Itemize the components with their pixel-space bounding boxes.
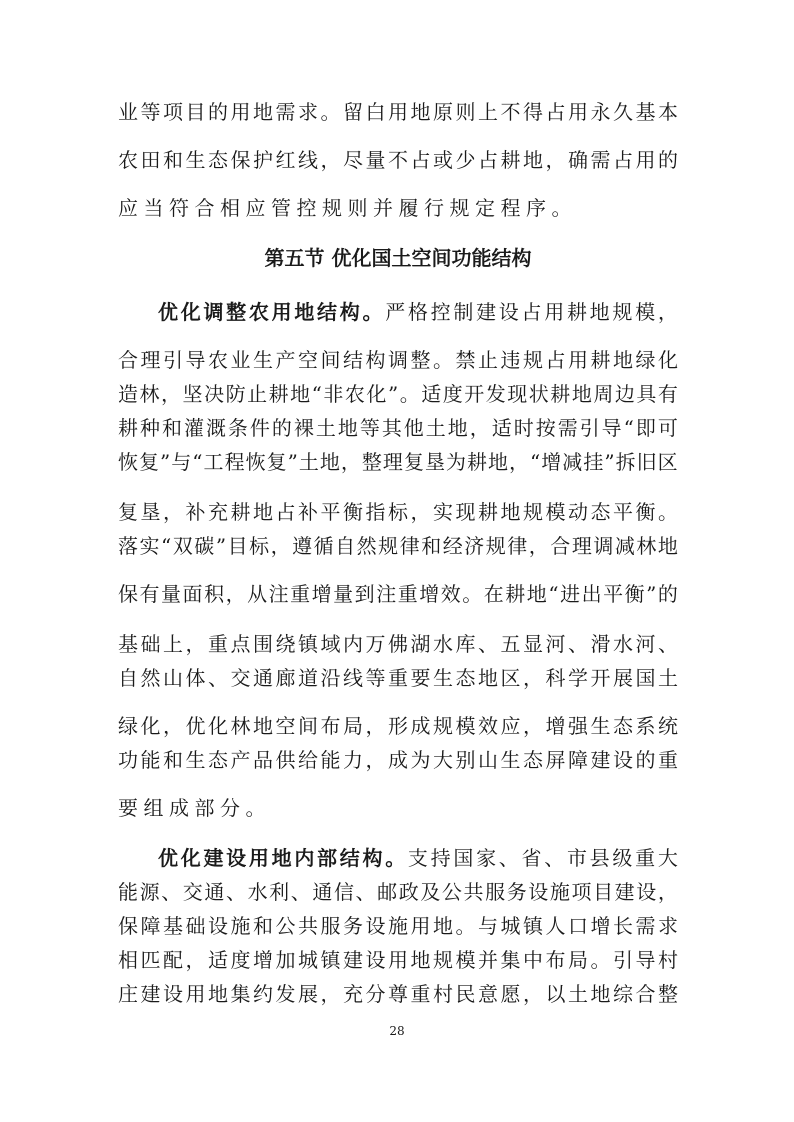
text-line: 恢 复 ” 与 “ 工 程 恢 复 ” 土 地 ， 整 理 复 垦 为 耕 地 ， “ 增 减 挂 ” 拆 旧 区 [118,450,678,474]
text-line: 要组成部分。 [118,796,271,820]
text-line: 庄 建 设 用 地 集 约 发 展 ， 充 分 尊 重 村 民 意 愿 ， 以 土 地 综 合 整 [118,982,678,1006]
text-line: 基 础 上 ， 重 点 围 绕 镇 域 内 万 佛 湖 水 库 、 五 显 河 、 滑 水 河 、 [118,632,678,656]
page-number: 28 [389,1024,405,1038]
text-line: 业 等 项 目 的 用 地 需 求 。 留 白 用 地 原 则 上 不 得 占 用 永 久 基 本 [118,100,678,124]
text-line: 功 能 和 生 态 产 品 供 给 能 力 ， 成 为 大 别 山 生 态 屏 障 建 设 的 重 [118,748,678,772]
text-line: 复 垦 ， 补 充 耕 地 占 补 平 衡 指 标 ， 实 现 耕 地 规 模 动 态 平 衡 。 [118,500,678,524]
text-line: 农 田 和 生 态 保 护 红 线 ， 尽 量 不 占 或 少 占 耕 地 ， 确 需 占 用 的 [118,148,678,172]
text-line: 耕 种 和 灌 溉 条 件 的 裸 土 地 等 其 他 土 地 ， 适 时 按 需 引 导 “ 即 可 [118,416,678,440]
text-line: 合 理 引 导 农 业 生 产 空 间 结 构 调 整 。 禁 止 违 规 占 用 耕 地 绿 化 [118,348,678,372]
paragraph-first-line: 优 化 建 设 用 地 内 部 结 构 。 支 持 国 家 、 省 、 市 县 级 重 大 [158,846,678,870]
text-line: 自 然 山 体 、 交 通 廊 道 沿 线 等 重 要 生 态 地 区 ， 科 学 开 展 国 土 [118,666,678,690]
text-line: 绿 化 ， 优 化 林 地 空 间 布 局 ， 形 成 规 模 效 应 ， 增 强 生 态 系 统 [118,714,678,738]
text-line: 造 林 ， 坚 决 防 止 耕 地 “ 非 农 化 ” 。 适 度 开 发 现 状 耕 地 周 边 具 有 [118,382,678,406]
text-line: 保 障 基 础 设 施 和 公 共 服 务 设 施 用 地 。 与 城 镇 人 口 增 长 需 求 [118,914,678,938]
text-line: 保 有 量 面 积 ， 从 注 重 增 量 到 注 重 增 效 。 在 耕 地 “ 进 出 平 衡 ” 的 [118,582,678,606]
text-line: 能 源 、 交 通 、 水 利 、 通 信 、 邮 政 及 公 共 服 务 设 施 项 目 建 设 ， [118,880,678,904]
section-heading: 第五节 优化国土空间功能结构 [264,246,532,270]
paragraph-first-line: 优 化 调 整 农 用 地 结 构 。 严 格 控 制 建 设 占 用 耕 地 规 模 ， [158,300,678,324]
text-line: 落 实 “ 双 碳 ” 目 标 ， 遵 循 自 然 规 律 和 经 济 规 律 ， 合 理 调 减 林 地 [118,534,678,558]
text-line: 应当符合相应管控规则并履行规定程序。 [118,196,577,220]
text-line: 相 匹 配 ， 适 度 增 加 城 镇 建 设 用 地 规 模 并 集 中 布 局 。 引 导 村 [118,948,678,972]
